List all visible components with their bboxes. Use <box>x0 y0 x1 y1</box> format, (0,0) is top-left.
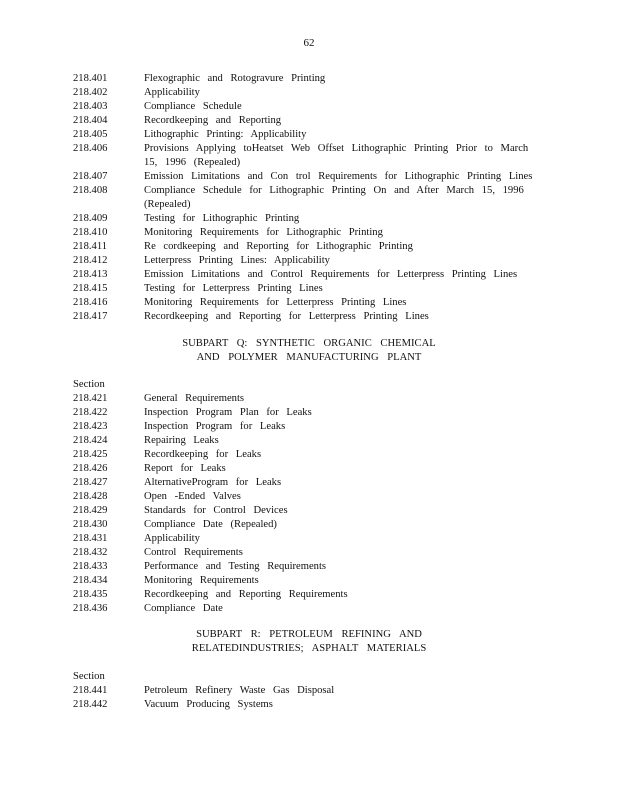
section-number: 218.429 <box>73 505 108 516</box>
toc-entry <box>73 698 543 712</box>
subpart-r-heading <box>0 628 618 656</box>
toc-entry <box>73 254 543 268</box>
toc-entry <box>73 602 543 616</box>
toc-entry <box>73 310 543 324</box>
section-number: 218.403 <box>73 101 108 112</box>
section-number: 218.407 <box>73 171 108 182</box>
section-title: General Requirements <box>144 393 245 404</box>
section-number: 218.423 <box>73 421 108 432</box>
toc-entry <box>73 588 543 602</box>
section-number: 218.410 <box>73 227 108 238</box>
section-number: 218.408 <box>73 185 108 196</box>
subpart-q-heading <box>0 337 618 365</box>
section-title: Repairing Leaks <box>144 435 219 446</box>
section-number: 218.409 <box>73 213 108 224</box>
section-title: Recordkeeping for Leaks <box>144 449 262 460</box>
toc-entry <box>73 574 543 588</box>
page-number: 62 <box>303 37 315 49</box>
section-title: Monitoring Requirements <box>144 575 259 586</box>
toc-entry <box>73 434 543 448</box>
section-number: 218.442 <box>73 699 108 710</box>
toc-entry <box>73 392 543 406</box>
toc-entry <box>73 420 543 434</box>
toc-entry <box>73 462 543 476</box>
subpart-q-heading-line1: SUBPART Q: SYNTHETIC ORGANIC CHEMICAL <box>182 338 436 349</box>
section-title: Control Requirements <box>144 547 243 558</box>
section-title: Provisions Applying toHeatset Web Offset Lithographic Printing Prior to March 15, 1996 (Repealed) <box>144 143 529 168</box>
toc-entry <box>73 490 543 504</box>
section-label-q: Section <box>73 379 105 390</box>
section-title: Recordkeeping and Reporting <box>144 115 282 126</box>
section-title: Report for Leaks <box>144 463 226 474</box>
toc-entry <box>73 86 543 100</box>
toc-entry <box>73 268 543 282</box>
toc-entry <box>73 184 543 212</box>
section-number: 218.415 <box>73 283 108 294</box>
section-title: Compliance Date (Repealed) <box>144 519 277 530</box>
subpart-r-heading-line2: RELATEDINDUSTRIES; ASPHALT MATERIALS <box>191 643 427 654</box>
section-number: 218.433 <box>73 561 108 572</box>
toc-entry <box>73 518 543 532</box>
section-title: Testing for Letterpress Printing Lines <box>144 283 323 294</box>
section-title: Emission Limitations and Control Requirements for Letterpress Printing Lines <box>144 269 518 280</box>
section-title: AlternativeProgram for Leaks <box>144 477 282 488</box>
section-number: 218.422 <box>73 407 108 418</box>
section-title: Vacuum Producing Systems <box>144 699 273 710</box>
toc-entry <box>73 532 543 546</box>
section-number: 218.424 <box>73 435 108 446</box>
section-title: Applicability <box>144 533 200 544</box>
section-number: 218.417 <box>73 311 108 322</box>
section-number: 218.404 <box>73 115 108 126</box>
section-title: Lithographic Printing: Applicability <box>144 129 307 140</box>
toc-entry <box>73 240 543 254</box>
section-list-synthetic-organic <box>73 392 543 616</box>
section-list-petroleum <box>73 684 543 712</box>
section-title: Letterpress Printing Lines: Applicability <box>144 255 330 266</box>
toc-entry <box>73 504 543 518</box>
section-number: 218.435 <box>73 589 108 600</box>
section-number: 218.441 <box>73 685 108 696</box>
section-number: 218.425 <box>73 449 108 460</box>
section-number: 218.428 <box>73 491 108 502</box>
section-title: Compliance Date <box>144 603 223 614</box>
section-title: Compliance Schedule for Lithographic Printing On and After March 15, 1996 (Repealed) <box>144 185 524 210</box>
section-title: Open -Ended Valves <box>144 491 241 502</box>
section-number: 218.405 <box>73 129 108 140</box>
section-title: Monitoring Requirements for Lithographic Printing <box>144 227 383 238</box>
subpart-r-heading-line1: SUBPART R: PETROLEUM REFINING AND <box>196 629 422 640</box>
section-title: Monitoring Requirements for Letterpress Printing Lines <box>144 297 407 308</box>
section-number: 218.430 <box>73 519 108 530</box>
section-number: 218.432 <box>73 547 108 558</box>
subpart-q-heading-line2: AND POLYMER MANUFACTURING PLANT <box>196 352 422 363</box>
section-title: Recordkeeping and Reporting Requirements <box>144 589 348 600</box>
section-title: Inspection Program for Leaks <box>144 421 286 432</box>
section-number: 218.402 <box>73 87 108 98</box>
section-number: 218.421 <box>73 393 108 404</box>
section-title: Standards for Control Devices <box>144 505 288 516</box>
toc-entry <box>73 170 543 184</box>
section-number: 218.436 <box>73 603 108 614</box>
toc-entry <box>73 448 543 462</box>
section-number: 218.431 <box>73 533 108 544</box>
section-number: 218.427 <box>73 477 108 488</box>
toc-entry <box>73 296 543 310</box>
section-title: Petroleum Refinery Waste Gas Disposal <box>144 685 335 696</box>
section-number: 218.426 <box>73 463 108 474</box>
toc-entry <box>73 282 543 296</box>
toc-entry <box>73 100 543 114</box>
toc-entry <box>73 114 543 128</box>
section-number: 218.406 <box>73 143 108 154</box>
toc-entry <box>73 546 543 560</box>
section-label-r: Section <box>73 671 105 682</box>
section-title: Re cordkeeping and Reporting for Lithographic Printing <box>144 241 413 252</box>
section-number: 218.411 <box>73 241 108 252</box>
toc-entry <box>73 128 543 142</box>
section-number: 218.416 <box>73 297 108 308</box>
toc-entry <box>73 476 543 490</box>
toc-entry <box>73 142 543 170</box>
section-title: Testing for Lithographic Printing <box>144 213 300 224</box>
section-number: 218.412 <box>73 255 108 266</box>
section-title: Compliance Schedule <box>144 101 242 112</box>
section-number: 218.434 <box>73 575 108 586</box>
section-title: Flexographic and Rotogravure Printing <box>144 73 326 84</box>
section-list-printing <box>73 72 543 324</box>
section-title: Emission Limitations and Con trol Requirements for Lithographic Printing Lines <box>144 171 533 182</box>
toc-entry <box>73 684 543 698</box>
section-number: 218.401 <box>73 73 108 84</box>
toc-entry <box>73 560 543 574</box>
section-title: Performance and Testing Requirements <box>144 561 327 572</box>
toc-entry <box>73 212 543 226</box>
section-number: 218.413 <box>73 269 108 280</box>
toc-entry <box>73 226 543 240</box>
toc-entry <box>73 72 543 86</box>
section-title: Inspection Program Plan for Leaks <box>144 407 312 418</box>
section-title: Recordkeeping and Reporting for Letterpress Printing Lines <box>144 311 429 322</box>
section-title: Applicability <box>144 87 200 98</box>
toc-entry <box>73 406 543 420</box>
